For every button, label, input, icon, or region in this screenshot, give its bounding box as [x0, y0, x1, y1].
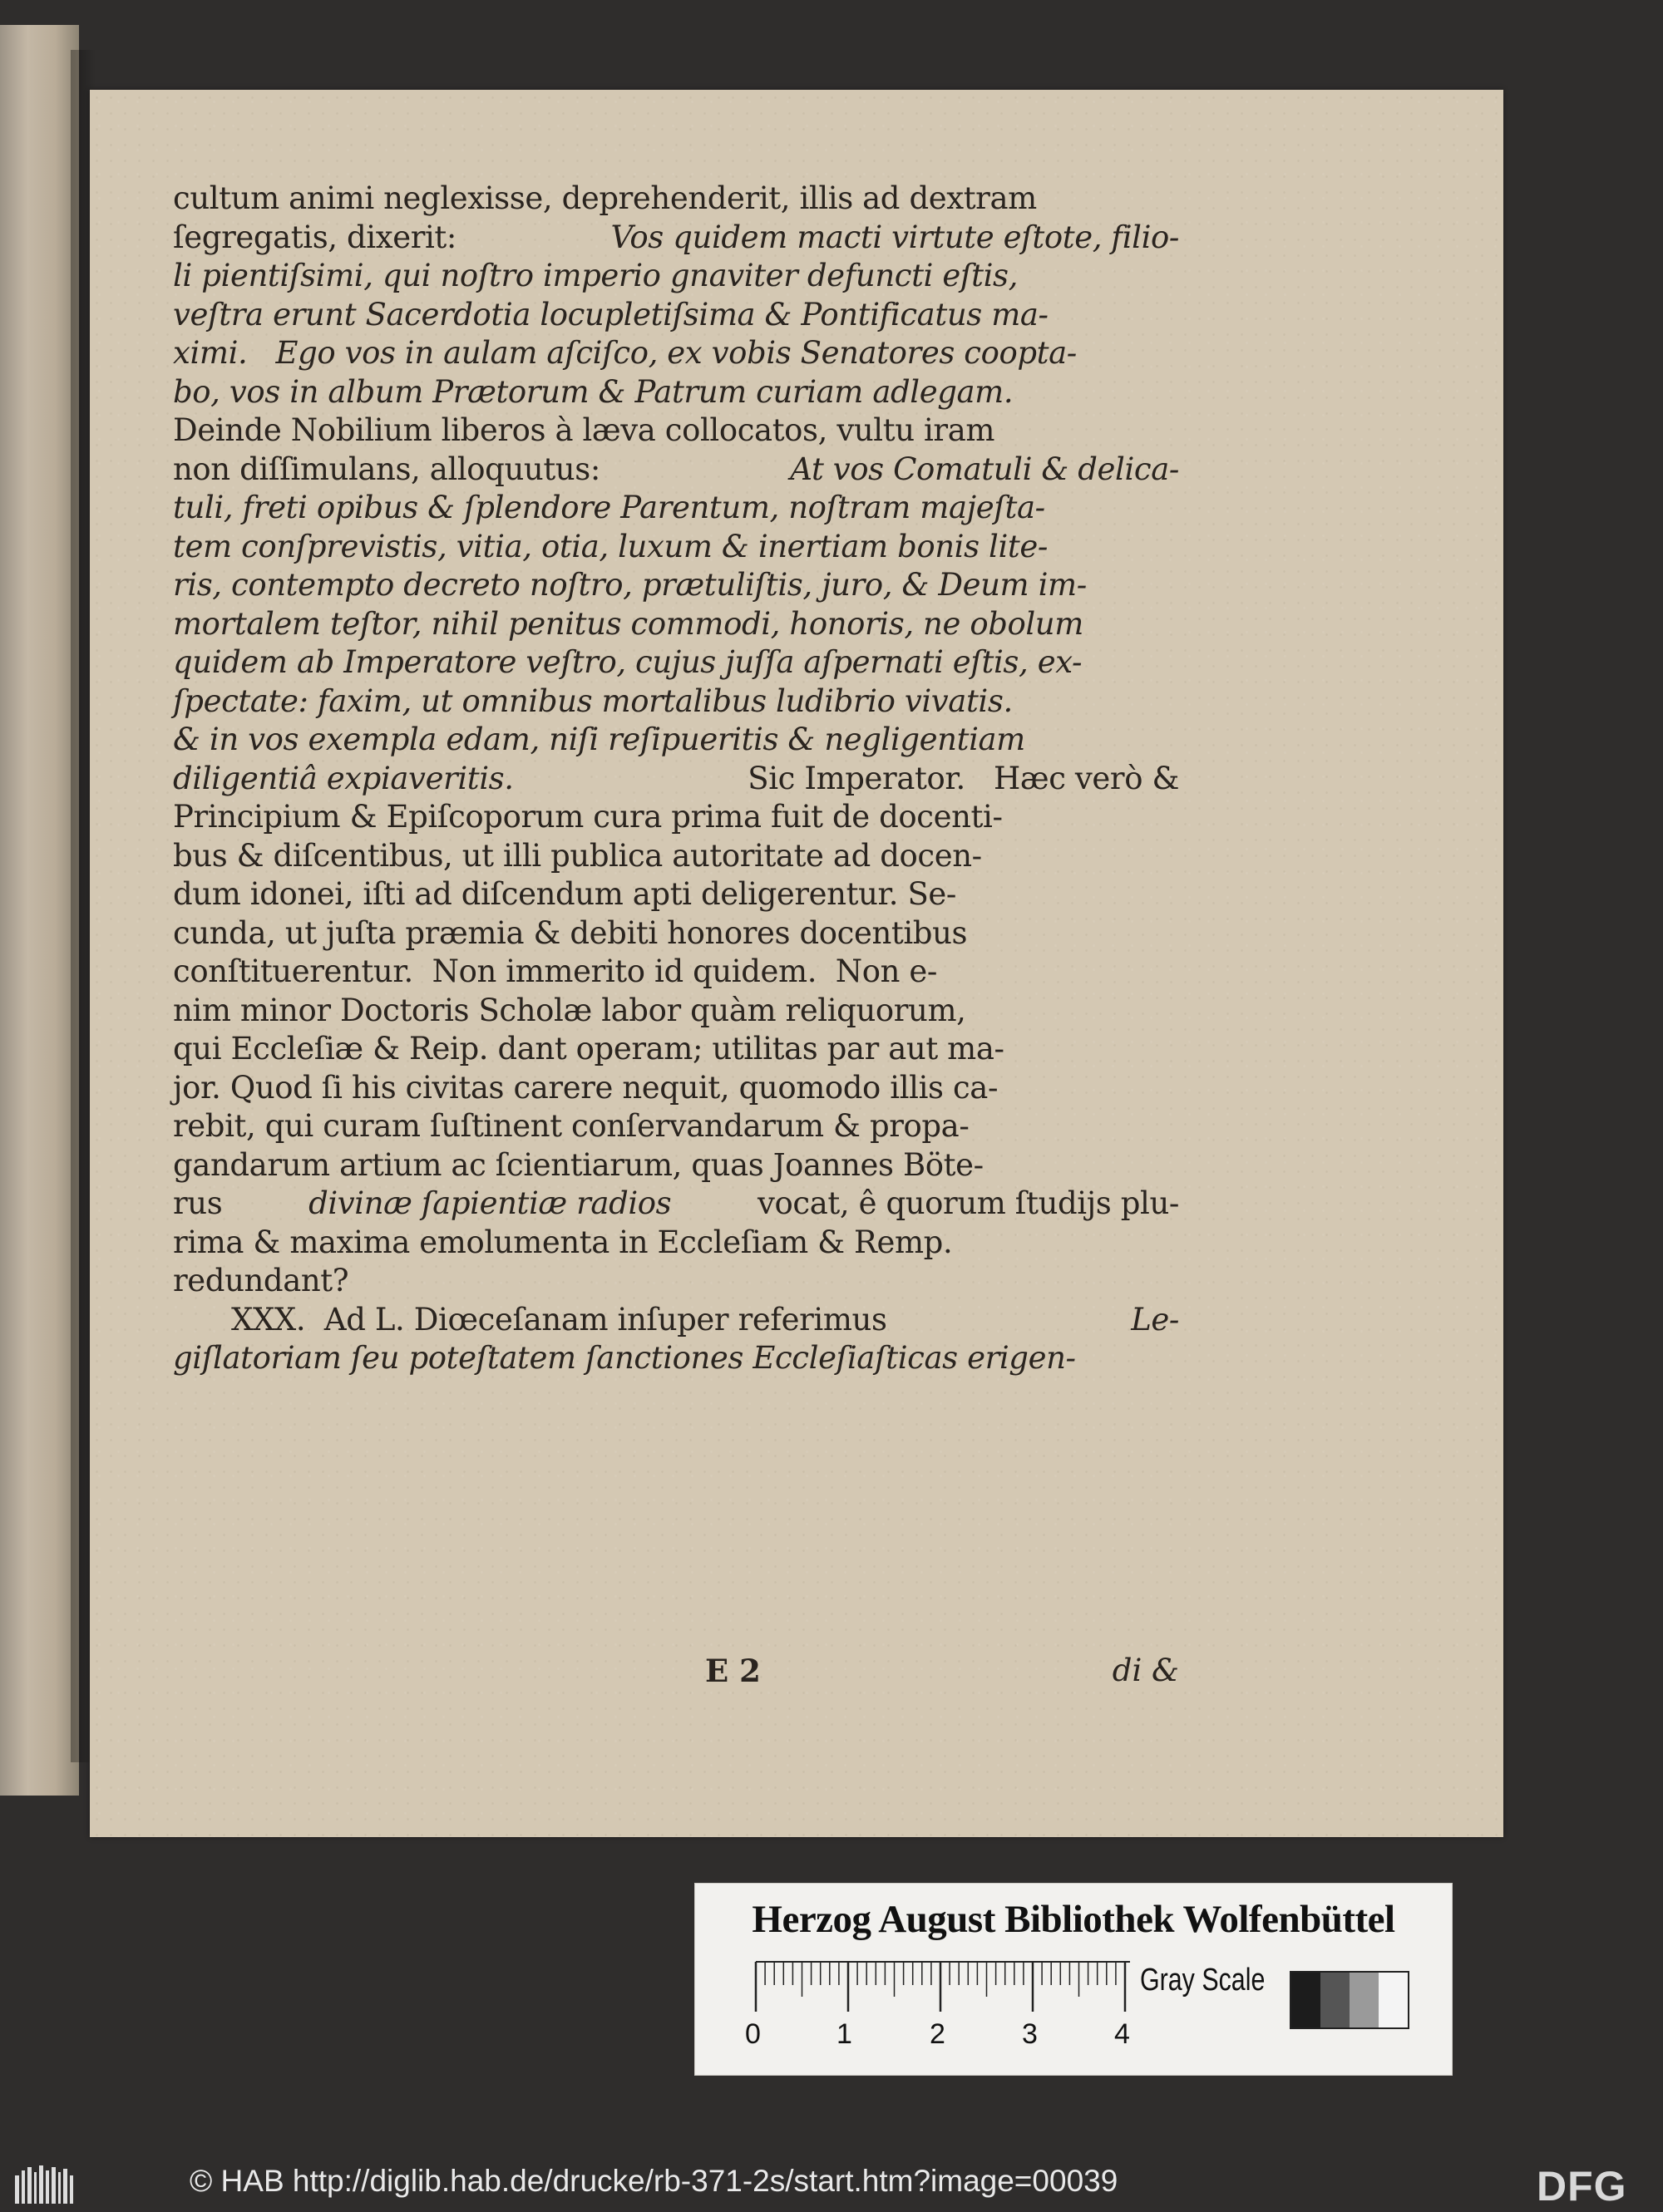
- library-name: Herzog August Bibliothek Wolfenbüttel: [752, 1898, 1395, 1941]
- text-segment: dum idonei, iſti ad diſcendum apti deligerentur. Se-: [173, 876, 956, 912]
- text-segment: Le-: [1131, 1301, 1179, 1338]
- text-segment: qui Eccleſiæ & Reip. dant operam; utilitas par aut ma-: [173, 1031, 1004, 1067]
- text-segment: Principium & Epiſcoporum cura prima fuit de docenti-: [173, 799, 1003, 835]
- text-line: [173, 451, 1179, 490]
- text-segment: divinæ ſapientiæ radios: [308, 1185, 672, 1221]
- text-segment: li pientiſsimi, qui noſtro imperio gnaviter defuncti eſtis,: [173, 258, 1018, 293]
- text-segment: tuli, freti opibus & ſplendore Parentum, noſtram majeſta-: [173, 490, 1045, 525]
- text-line: [173, 605, 1179, 644]
- signature-mark: E 2: [705, 1653, 761, 1689]
- gray-swatch: [1379, 1973, 1408, 2027]
- facing-page-edge: [0, 25, 79, 1796]
- page-footer: [173, 1653, 1179, 1694]
- text-line: [173, 953, 1179, 992]
- text-line: [173, 1146, 1179, 1185]
- ruler-label-4: 4: [1114, 2018, 1130, 2050]
- text-line: [173, 373, 1179, 412]
- text-segment: cunda, ut juſta præmia & debiti honores docentibus: [173, 914, 968, 951]
- text-line: [173, 257, 1179, 296]
- gray-scale-label: Gray Scale: [1140, 1963, 1266, 1998]
- text-segment: bus & diſcentibus, ut illi publica autoritate ad docen-: [173, 837, 982, 874]
- text-line: [173, 1301, 1179, 1340]
- text-segment: rus: [173, 1185, 232, 1221]
- text-segment: ximi. Ego vos in aulam aſciſco, ex vobis Senatores coopta-: [173, 335, 1077, 371]
- ruler-label-3: 3: [1022, 2018, 1038, 2050]
- text-segment: Sic Imperator. Hæc verò &: [748, 760, 1179, 796]
- text-line: [173, 566, 1179, 605]
- text-line: [173, 489, 1179, 528]
- text-segment: conſtituerentur. Non immerito id quidem. Non e-: [173, 953, 938, 989]
- text-line: [173, 296, 1179, 335]
- ruler-label-2: 2: [930, 2018, 945, 2050]
- catchword: di &: [1112, 1653, 1179, 1688]
- text-line: [173, 180, 1179, 219]
- text-segment: Deinde Nobilium liberos à læva collocatos, vultu iram: [173, 412, 995, 448]
- text-segment: non diſſimulans, alloquutus:: [173, 451, 610, 487]
- page-body-text: [173, 180, 1179, 1378]
- text-segment: XXX. Ad L. Diœceſanam inſuper referimus: [231, 1301, 896, 1338]
- text-line: [173, 219, 1179, 258]
- text-segment: rima & maxima emolumenta in Eccleſiam & Remp.: [173, 1224, 953, 1260]
- ruler-label-0: 0: [745, 2018, 761, 2050]
- text-line: [173, 914, 1179, 953]
- text-line: [173, 1339, 1179, 1378]
- text-segment: cultum animi neglexisse, deprehenderit, illis ad dextram: [173, 180, 1037, 216]
- text-line: [173, 875, 1179, 914]
- text-segment: giſlatoriam ſeu poteſtatem ſanctiones Eccleſiaſticas erigen-: [173, 1340, 1076, 1376]
- text-line: [173, 1185, 1179, 1224]
- gray-swatch: [1350, 1973, 1379, 2027]
- text-segment: ſpectate: faxim, ut omnibus mortalibus ludibrio vivatis.: [173, 682, 1013, 719]
- text-line: [173, 837, 1179, 876]
- text-line: [173, 798, 1179, 837]
- text-segment: veſtra erunt Sacerdotia locupletiſsima & Pontificatus ma-: [173, 296, 1049, 333]
- text-line: [173, 643, 1179, 682]
- text-line: [173, 992, 1179, 1031]
- text-line: [173, 1224, 1179, 1263]
- color-scale-card: [694, 1883, 1453, 2076]
- ruler-label-1: 1: [836, 2018, 852, 2050]
- text-segment: mortalem teſtor, nihil penitus commodi, honoris, ne obolum: [173, 605, 1083, 642]
- text-line: [173, 1030, 1179, 1069]
- text-line: [173, 682, 1179, 722]
- text-line: [173, 411, 1179, 451]
- book-page: [90, 90, 1503, 1837]
- gray-scale-swatches: [1290, 1971, 1409, 2029]
- gray-swatch: [1320, 1973, 1350, 2027]
- text-line: [173, 528, 1179, 567]
- text-segment: & in vos exempla edam, niſi reſipueritis & negligentiam: [173, 722, 1025, 757]
- text-segment: diligentiâ expiaveritis.: [173, 760, 523, 796]
- text-line: [173, 334, 1179, 373]
- text-segment: bo, vos in album Prætorum & Patrum curiam adlegam.: [173, 373, 1014, 410]
- hab-logo-icon: [13, 2164, 75, 2207]
- text-line: [173, 760, 1179, 799]
- gray-swatch: [1291, 1973, 1320, 2027]
- text-segment: Vos quidem macti virtute eſtote, filio-: [610, 219, 1179, 255]
- text-line: [173, 1107, 1179, 1146]
- text-segment: gandarum artium ac ſcientiarum, quas Joannes Böte-: [173, 1146, 984, 1183]
- text-segment: redundant?: [173, 1263, 349, 1298]
- text-segment: At vos Comatuli & delica-: [790, 451, 1179, 487]
- text-segment: ris, contempto decreto noſtro, prætuliſtis, juro, & Deum im-: [173, 567, 1087, 603]
- text-line: [173, 721, 1179, 760]
- text-segment: nim minor Doctoris Scholæ labor quàm reliquorum,: [173, 992, 966, 1028]
- dfg-logo: DFG: [1537, 2163, 1627, 2210]
- text-segment: vocat, ê quorum ſtudijs plu-: [748, 1185, 1179, 1221]
- text-segment: jor. Quod ſi his civitas carere nequit, quomodo illis ca-: [173, 1069, 999, 1106]
- text-segment: ſegregatis, dixerit:: [173, 219, 466, 255]
- text-segment: rebit, qui curam ſuſtinent conſervandarum & propa-: [173, 1108, 970, 1144]
- credit-bar: [0, 2157, 1663, 2212]
- text-line: [173, 1069, 1179, 1108]
- text-segment: quidem ab Imperatore veſtro, cujus juſſa aſpernati eſtis, ex-: [173, 644, 1083, 680]
- text-line: [173, 1262, 1179, 1301]
- text-segment: tem conſprevistis, vitia, otia, luxum & inertiam bonis lite-: [173, 528, 1048, 564]
- copyright-url: © HAB http://diglib.hab.de/drucke/rb-371-2s/start.htm?image=00039: [190, 2164, 1118, 2198]
